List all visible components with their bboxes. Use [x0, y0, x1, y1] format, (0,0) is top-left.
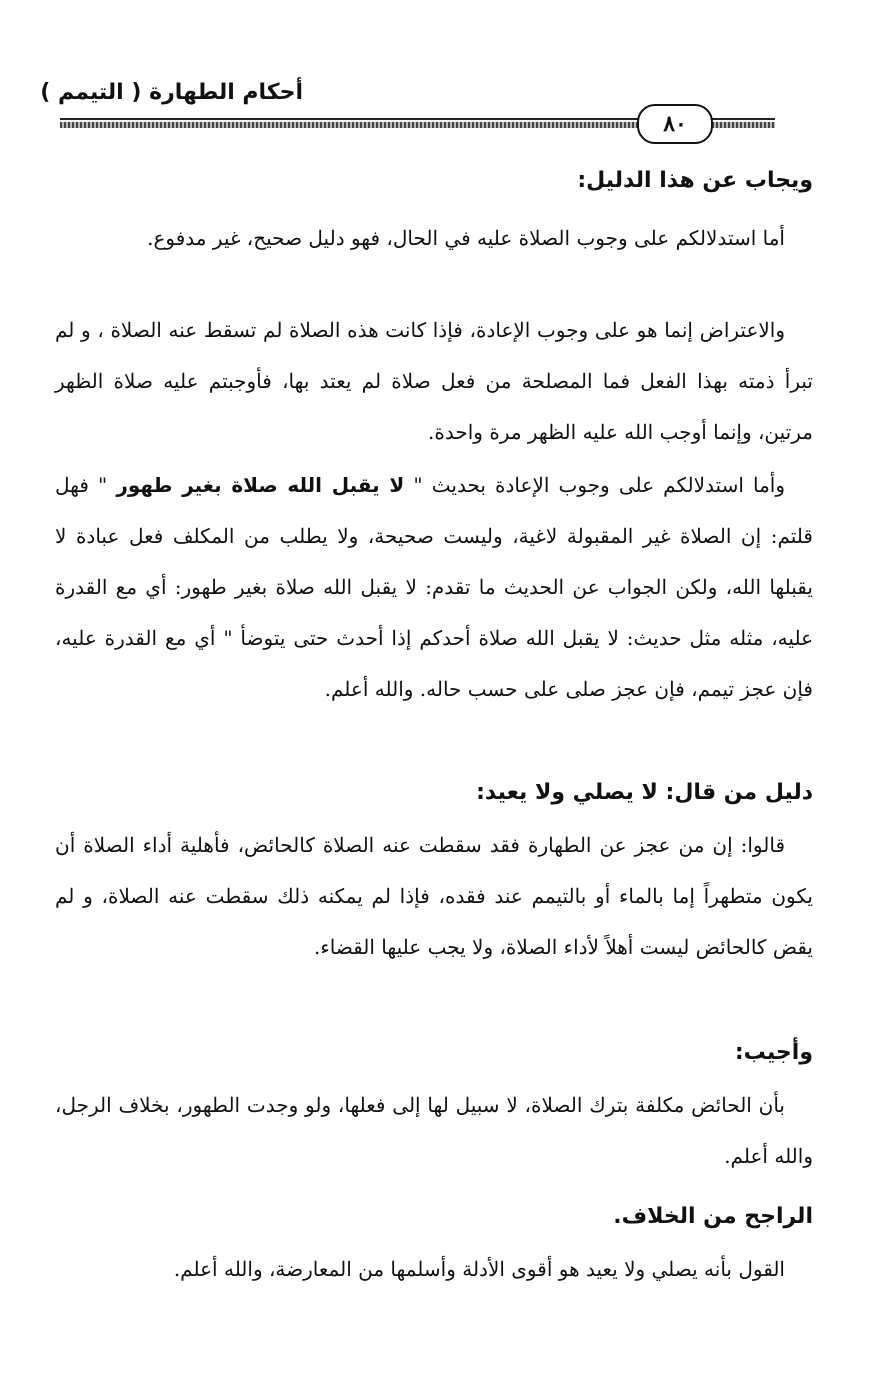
section-heading-4-wrap	[55, 1204, 813, 1229]
page-number-badge	[637, 104, 713, 144]
page-number: ٨٠	[663, 111, 687, 137]
paragraph-text: وأما استدلالكم على وجوب الإعادة بحديث "	[413, 473, 786, 497]
paragraph-text: بأن الحائض مكلفة بترك الصلاة، لا سبيل لها إلى فعلها، ولو وجدت الطهور، بخلاف الرجل، والله أعلم.	[55, 1093, 813, 1168]
section-heading-3-wrap	[55, 1040, 813, 1065]
paragraph	[55, 213, 813, 264]
section-heading-1-wrap	[55, 168, 813, 193]
paragraph	[55, 1244, 813, 1295]
running-header-title: أحكام الطهارة ( التيمم )	[40, 80, 303, 105]
section-heading: الراجح من الخلاف.	[613, 1204, 813, 1229]
paragraph	[55, 460, 813, 715]
paragraph-3-wrap	[55, 460, 813, 715]
paragraph	[55, 305, 813, 458]
section-heading: دليل من قال: لا يصلي ولا يعيد:	[476, 780, 813, 805]
section-heading: ويجاب عن هذا الدليل:	[577, 168, 813, 193]
hadith-quote: لا يقبل الله صلاة بغير طهور	[116, 473, 405, 497]
paragraph-2-wrap	[55, 305, 813, 458]
paragraph-text: والاعتراض إنما هو على وجوب الإعادة، فإذا كانت هذه الصلاة لم تسقط عنه الصلاة ، و لم تبرأ ذمته بهذا الفعل فما المصلحة من فعل صلاة لم يعتد بها، فأوجبتم عليه صلاة الظهر مرتين، وإنما أوجب الله عليه الظهر مرة واحدة.	[55, 318, 813, 444]
paragraph-6-wrap	[55, 1244, 813, 1295]
paragraph	[55, 1080, 813, 1182]
paragraph-text: القول بأنه يصلي ولا يعيد هو أقوى الأدلة وأسلمها من المعارضة، والله أعلم.	[173, 1257, 785, 1281]
paragraph-4-wrap	[55, 820, 813, 973]
section-heading: وأجيب:	[734, 1040, 813, 1065]
paragraph-text: أما استدلالكم على وجوب الصلاة عليه في الحال، فهو دليل صحيح، غير مدفوع.	[147, 226, 785, 250]
paragraph	[55, 820, 813, 973]
section-heading-2-wrap	[55, 780, 813, 805]
paragraph-1-wrap	[55, 213, 813, 264]
paragraph-text: " فهل قلتم: إن الصلاة غير المقبولة لاغية، وليست صحيحة، ولا يطلب من المكلف فعل عبادة لا يقبلها الله، ولكن الجواب عن الحديث ما تقدم: لا يقبل الله صلاة بغير طهور: أي مع القدرة عليه، مثله مثل حديث: لا يقبل الله صلاة أحدكم إذا أحدث حتى يتوضأ " أي مع القدرة عليه، فإن عجز تيمم، فإن عجز صلى على حسب حاله. والله أعلم.	[55, 473, 813, 701]
paragraph-text: قالوا: إن من عجز عن الطهارة فقد سقطت عنه الصلاة كالحائض، فأهلية أداء الصلاة أن يكون متطهراً إما بالماء أو بالتيمم عند فقده، فإذا لم يمكنه ذلك سقطت عنه الصلاة، و لم يقض كالحائض ليست أهلاً لأداء الصلاة، ولا يجب عليها القضاء.	[55, 833, 813, 959]
paragraph-5-wrap	[55, 1080, 813, 1182]
